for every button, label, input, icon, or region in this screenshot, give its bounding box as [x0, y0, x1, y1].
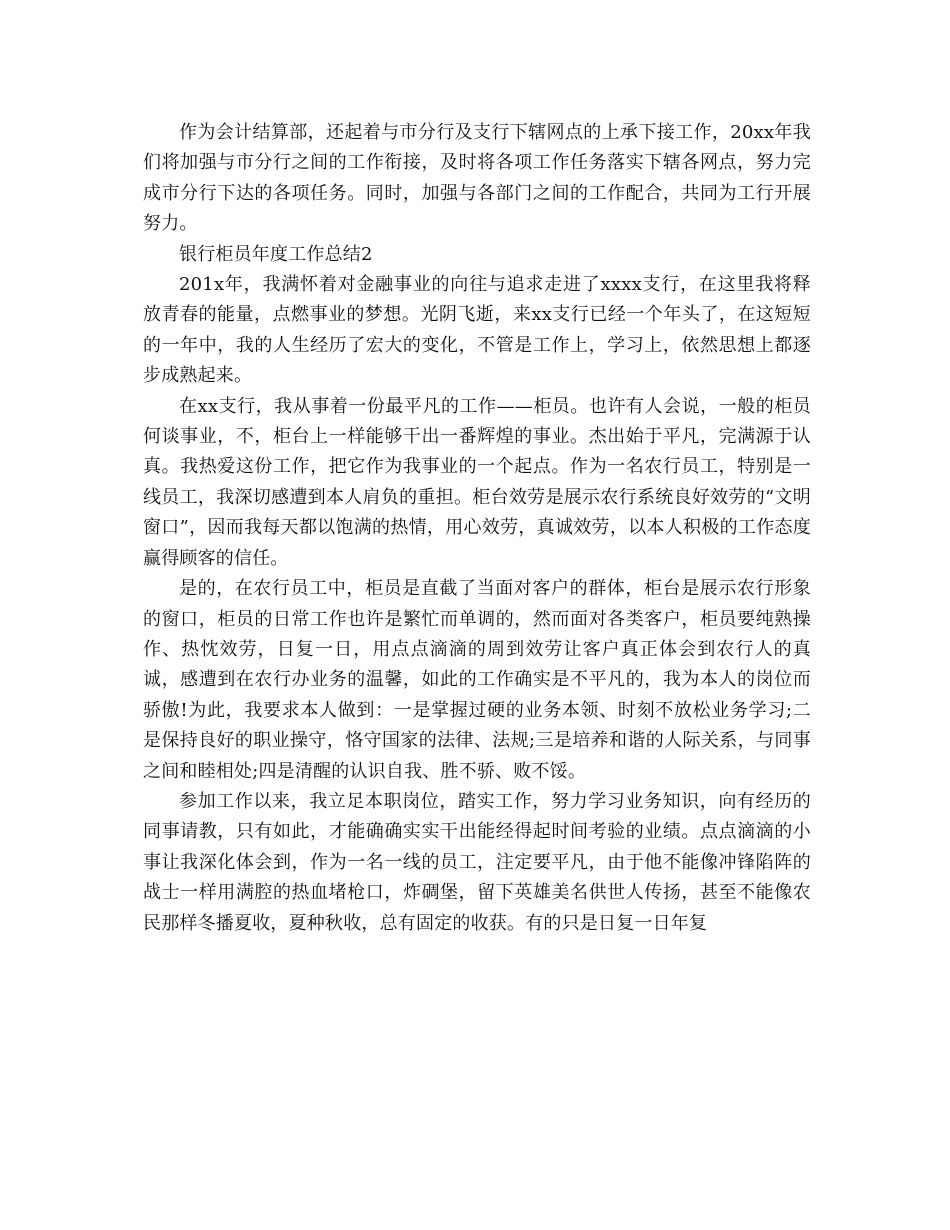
paragraph-since-joining: 参加工作以来，我立足本职岗位，踏实工作，努力学习业务知识，向有经历的同事请教，只有如此，才能确确实实干出能经得起时间考验的业绩。点点滴滴的小事让我深化体会到，作为一名一线的员工，注定要平凡，由于他不能像冲锋陷阵的战士一样用满腔的热血堵枪口，炸碉堡，留下英雄美名供世人传扬，甚至不能像农民那样冬播夏收，夏种秋收，总有固定的收获。有的只是日复一日年复 — [143, 790, 811, 934]
paragraph-teller-role: 是的，在农行员工中，柜员是直截了当面对客户的群体，柜台是展示农行形象的窗口，柜员的日常工作也许是繁忙而单调的，然而面对各类客户，柜员要纯熟操作、热忱效劳，日复一日，用点点滴滴的周到效劳让客户真正体会到农行人的真诚，感遭到在农行办业务的温馨，如此的工作确实是不平凡的，我为本人的岗位而骄傲!为此，我要求本人做到：一是掌握过硬的业务本领、时刻不放松业务学习;二是保持良好的职业操守，恪守国家的法律、法规;三是培养和谐的人际关系，与同事之间和睦相处;四是清醒的认识自我、胜不骄、败不馁。 — [143, 578, 811, 782]
paragraph-accounting-dept: 作为会计结算部，还起着与市分行及支行下辖网点的上承下接工作，20xx年我们将加强与市分行之间的工作衔接，及时将各项工作任务落实下辖各网点，努力完成市分行下达的各项任务。同时，加强与各部门之间的工作配合，共同为工行开展努力。 — [143, 122, 811, 235]
document-page — [143, 118, 811, 939]
section-heading: 银行柜员年度工作总结2 — [179, 243, 373, 265]
paragraph-joining-branch: 201x年，我满怀着对金融事业的向往与追求走进了xxxx支行，在这里我将释放青春的能量，点燃事业的梦想。光阴飞逝，来xx支行已经一个年头了，在这短短的一年中，我的人生经历了宏大的变化，不管是工作上，学习上，依然思想上都逐步成熟起来。 — [143, 274, 811, 387]
paragraph-teller-work: 在xx支行，我从事着一份最平凡的工作——柜员。也许有人会说，一般的柜员何谈事业，不，柜台上一样能够干出一番辉煌的事业。杰出始于平凡，完满源于认真。我热爱这份工作，把它作为我事业的一个起点。作为一名农行员工，特别是一线员工，我深切感遭到本人肩负的重担。柜台效劳是展示农行系统良好效劳的“文明窗口”，因而我每天都以饱满的热情，用心效劳，真诚效劳，以本人积极的工作态度赢得顾客的信任。 — [143, 395, 811, 569]
